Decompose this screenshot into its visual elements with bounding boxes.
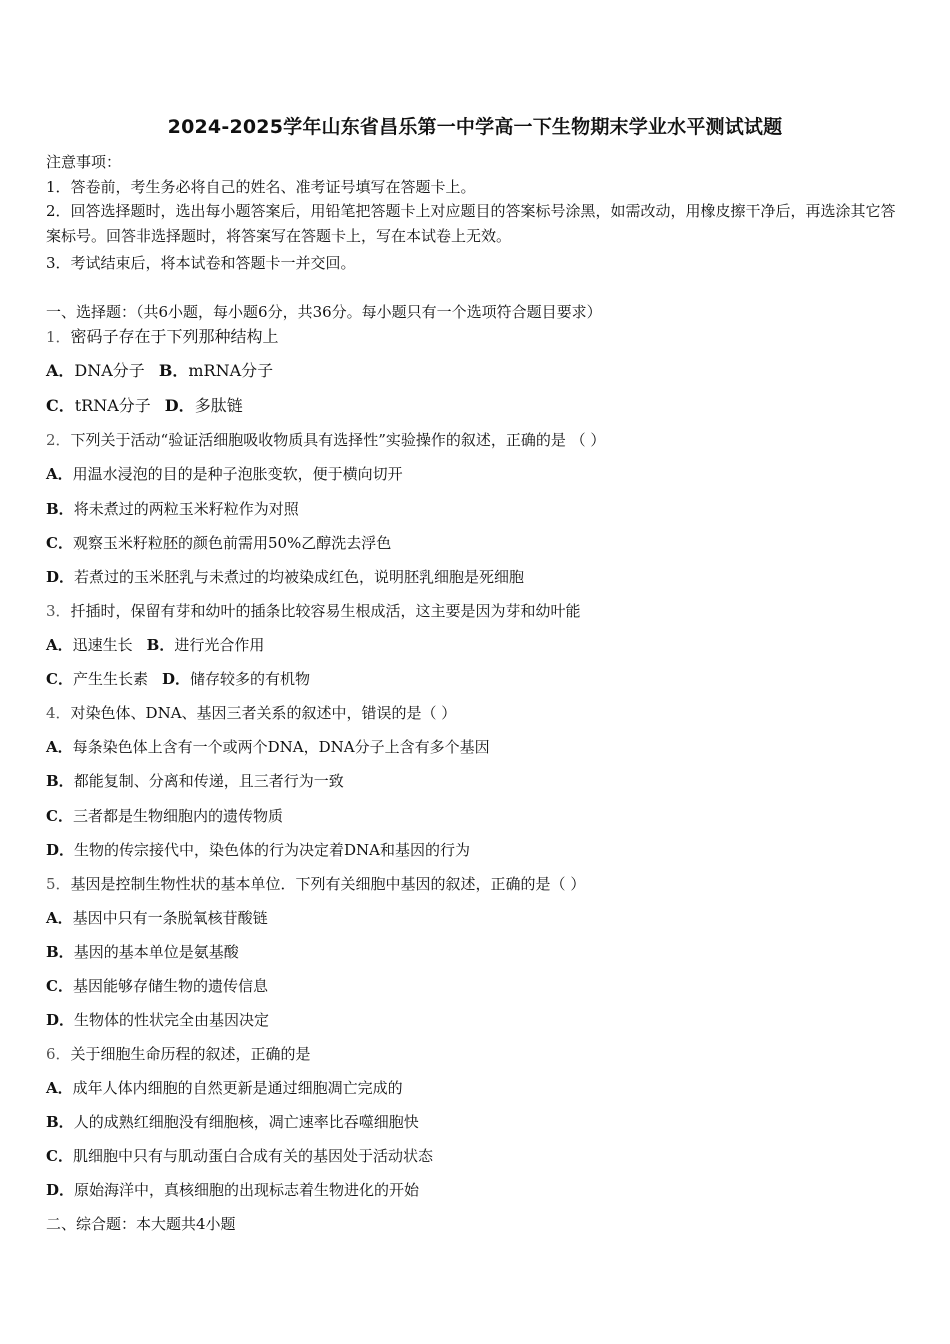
notice-item: 2．回答选择题时，选出每小题答案后，用铅笔把答题卡上对应题目的答案标号涂黑，如需改动，用橡皮擦干净后，再选涂其它答案标号。回答非选择题时，将答案写在答题卡上，写在本试卷上无效。 (46, 202, 896, 245)
question-1 (46, 327, 279, 347)
option-text: 若煮过的玉米胚乳与未煮过的均被染成红色，说明胚乳细胞是死细胞 (74, 568, 525, 586)
option-letter: B． (46, 500, 74, 518)
option-d (46, 567, 524, 587)
option-text: 迅速生长 (72, 636, 133, 654)
option-letter: B． (46, 1113, 74, 1131)
option-text: 观察玉米籽粒胚的颜色前需用50%乙醇洗去浮色 (72, 534, 392, 552)
option-letter: D． (46, 1181, 75, 1199)
option-c (46, 533, 391, 553)
question-number: 3． (46, 602, 71, 620)
option-text: 基因的基本单位是氨基酸 (73, 943, 239, 961)
option-letter: A． (46, 636, 73, 654)
option-text: 每条染色体上含有一个或两个DNA，DNA分子上含有多个基因 (72, 738, 490, 756)
question-5 (46, 874, 585, 894)
option-c (46, 976, 268, 996)
option-letter: B． (46, 772, 74, 790)
section-heading: 一、选择题：（共6小题，每小题6分，共36分。每小题只有一个选项符合题目要求） (46, 303, 602, 321)
notice-heading: 注意事项： (46, 153, 122, 171)
option-letter: D． (46, 1011, 75, 1029)
option-b (46, 1112, 419, 1132)
option-letter: D． (46, 568, 75, 586)
option-c (46, 806, 283, 826)
option-row (46, 396, 243, 416)
option-letter: A． (46, 361, 75, 380)
option-letter: C． (46, 670, 73, 688)
option-letter: B． (46, 943, 74, 961)
option-text: 用温水浸泡的目的是种子泡胀变软，便于横向切开 (72, 465, 403, 483)
question-3 (46, 601, 581, 621)
option-letter: D． (164, 396, 195, 415)
option-c (46, 1146, 433, 1166)
question-number: 6． (46, 1045, 71, 1063)
option-a (46, 908, 268, 928)
option-text: 储存较多的有机物 (189, 670, 310, 688)
option-a (46, 1078, 403, 1098)
option-a (46, 464, 403, 484)
question-number: 4． (46, 704, 71, 722)
option-letter: D． (46, 841, 75, 859)
option-text: DNA分子 (74, 361, 145, 380)
option-row (46, 635, 264, 655)
option-text: 基因中只有一条脱氧核苷酸链 (72, 909, 268, 927)
question-text: 基因是控制生物性状的基本单位．下列有关细胞中基因的叙述，正确的是（ ） (70, 875, 586, 893)
section-heading: 二、综合题：本大题共4小题 (46, 1215, 236, 1233)
option-text: 成年人体内细胞的自然更新是通过细胞凋亡完成的 (72, 1079, 403, 1097)
question-4 (46, 703, 456, 723)
option-letter: C． (46, 396, 75, 415)
option-b (46, 942, 239, 962)
option-text: 原始海洋中，真核细胞的出现标志着生物进化的开始 (74, 1181, 420, 1199)
notice-item: 3．考试结束后，将本试卷和答题卡一并交回。 (46, 254, 356, 272)
question-text: 关于细胞生命历程的叙述，正确的是 (70, 1045, 311, 1063)
question-number: 1． (46, 328, 71, 346)
option-text: 基因能够存储生物的遗传信息 (72, 977, 268, 995)
option-text: 进行光合作用 (174, 636, 265, 654)
question-text: 对染色体、DNA、基因三者关系的叙述中，错误的是（ ） (70, 704, 457, 722)
option-letter: D． (161, 670, 190, 688)
option-b (46, 499, 299, 519)
option-text: 人的成熟红细胞没有细胞核，凋亡速率比吞噬细胞快 (73, 1113, 419, 1131)
option-letter: A． (46, 465, 73, 483)
option-letter: C． (46, 807, 73, 825)
option-text: 将未煮过的两粒玉米籽粒作为对照 (73, 500, 299, 518)
option-letter: C． (46, 977, 73, 995)
option-text: 生物体的性状完全由基因决定 (74, 1011, 270, 1029)
option-text: 三者都是生物细胞内的遗传物质 (72, 807, 283, 825)
option-d (46, 1180, 419, 1200)
option-text: mRNA分子 (188, 361, 274, 380)
question-number: 5． (46, 875, 71, 893)
option-d (46, 840, 470, 860)
option-text: 肌细胞中只有与肌动蛋白合成有关的基因处于活动状态 (72, 1147, 433, 1165)
option-text: 生物的传宗接代中，染色体的行为决定着DNA和基因的行为 (74, 841, 471, 859)
option-letter: B． (146, 636, 175, 654)
question-text: 密码子存在于下列那种结构上 (70, 327, 279, 346)
option-letter: A． (46, 738, 73, 756)
option-text: 多肽链 (194, 396, 243, 415)
option-letter: A． (46, 909, 73, 927)
page-title: 2024-2025学年山东省昌乐第一中学高一下生物期末学业水平测试试题 (167, 116, 783, 138)
question-text: 下列关于活动“验证活细胞吸收物质具有选择性”实验操作的叙述，正确的是 （ ） (70, 431, 606, 449)
option-letter: C． (46, 534, 73, 552)
option-letter: C． (46, 1147, 73, 1165)
option-letter: B． (158, 361, 189, 380)
option-text: 产生生长素 (72, 670, 148, 688)
option-row (46, 361, 273, 381)
question-2 (46, 430, 605, 450)
option-row (46, 669, 310, 689)
notice-item: 1．答卷前，考生务必将自己的姓名、准考证号填写在答题卡上。 (46, 178, 476, 196)
option-text: 都能复制、分离和传递，且三者行为一致 (73, 772, 344, 790)
option-b (46, 771, 344, 791)
question-6 (46, 1044, 311, 1064)
option-d (46, 1010, 269, 1030)
option-letter: A． (46, 1079, 73, 1097)
question-number: 2． (46, 431, 71, 449)
question-text: 扦插时，保留有芽和幼叶的插条比较容易生根成活，这主要是因为芽和幼叶能 (70, 602, 581, 620)
option-text: tRNA分子 (74, 396, 151, 415)
option-a (46, 737, 490, 757)
